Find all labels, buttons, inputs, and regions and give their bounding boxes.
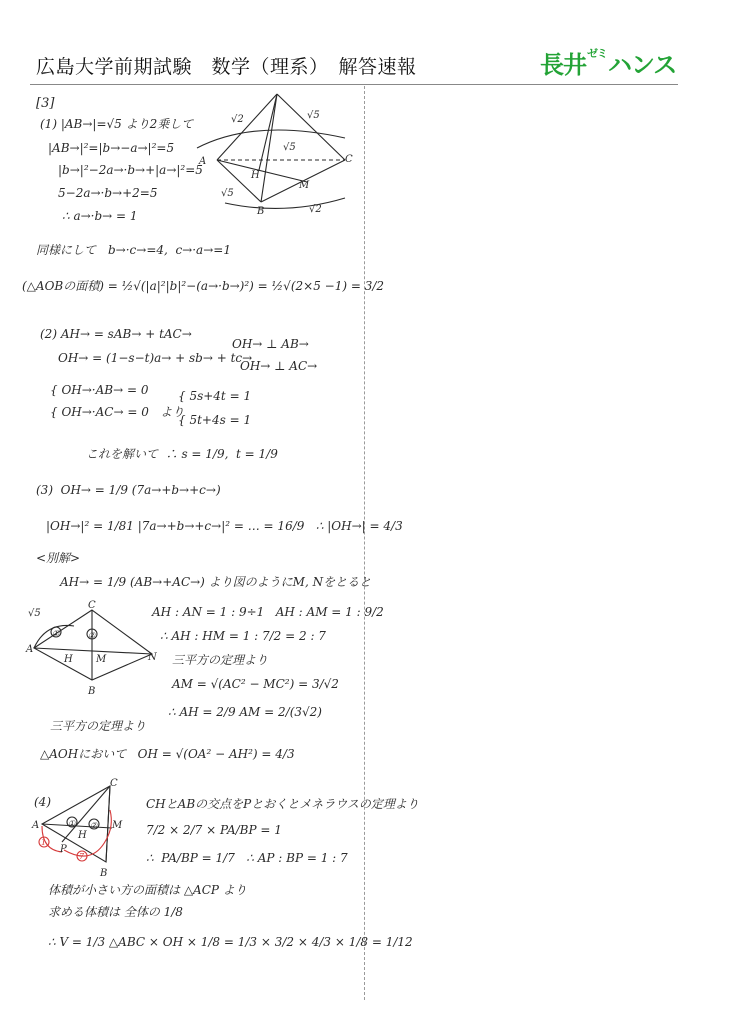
fig1-label-B: B — [257, 206, 265, 217]
fig3-label-P: P — [60, 844, 67, 855]
fig1-label-H: H — [251, 170, 260, 181]
fig3-label-M: M — [112, 820, 123, 831]
part3-line-3: <別解> — [36, 551, 81, 565]
part3-line-1: (3) OH→ = 1/9 (7a→+b→+c→) — [36, 483, 221, 497]
fig2-label-H: H — [64, 654, 73, 665]
part1-area: (△AOBの面積) = ½√(|a|²|b|²−(a→·b→)²) = ½√(2×5 −1) = 3/2 — [22, 279, 385, 293]
brand-logo — [540, 45, 676, 80]
figure-triangle-alt — [26, 600, 160, 697]
brand-logo-part2: ゼミ — [587, 47, 607, 60]
fig1-label-root5c: √5 — [221, 188, 234, 199]
fig1-label-root2a: √2 — [231, 114, 244, 125]
page-title: 広島大学前期試験 数学（理系） 解答速報 — [36, 56, 417, 78]
part4-line-4: 体積が小さい方の面積は △ACP より — [48, 883, 247, 897]
part4-line-5: 求める体積は 全体の 1/8 — [48, 905, 183, 919]
part2-line-7: これを解いて ∴ s = 1/9, t = 1/9 — [86, 447, 278, 461]
fig1-label-A: A — [199, 156, 207, 167]
part1-line-2: |AB→|²=|b→−a→|²=5 — [48, 141, 175, 155]
part3-right-3: 三平方の定理より — [172, 653, 269, 667]
part3-bottom-1: 三平方の定理より — [50, 719, 147, 733]
fig1-label-root5a: √5 — [307, 110, 320, 121]
fig3-label-A: A — [32, 820, 40, 831]
fig1-label-C: C — [345, 154, 353, 165]
fig2-label-C: C — [88, 600, 96, 611]
header-divider — [30, 84, 678, 85]
brand-logo-part1: 長井 — [540, 51, 586, 79]
fig2-label-M: M — [96, 654, 107, 665]
fig2-label-c1: ① — [52, 629, 60, 638]
part3-line-2: |OH→|² = 1/81 |7a→+b→+c→|² = … = 16/9 ∴ |OH→| = 4/3 — [46, 519, 403, 533]
problem-number: [3] — [36, 96, 55, 111]
figure-menelaus — [32, 780, 132, 880]
part1-similarly: 同様にして b→·c→=4, c→·a→=1 — [36, 243, 231, 257]
fig3-label-r1: 1 — [41, 838, 47, 847]
part3-right-2: ∴ AH : HM = 1 : 7/2 = 2 : 7 — [160, 629, 326, 643]
fig3-label-r7: 7 — [79, 852, 85, 861]
fig1-label-M: M — [299, 180, 310, 191]
part2-line-2: OH→ = (1−s−t)a→ + sb→ + tc→ — [58, 351, 253, 365]
fig3-label-H: H — [78, 830, 87, 841]
column-divider — [364, 86, 365, 1000]
fig1-label-root5b: √5 — [283, 142, 296, 153]
part2-perp-1: OH→ ⊥ AB→ — [232, 337, 309, 351]
fig3-label-C: C — [110, 778, 118, 789]
part2-line-6: { 5t+4s = 1 — [178, 413, 252, 427]
part1-line-1: (1) |AB→|=√5 より2乗して — [40, 117, 194, 131]
part3-right-5: ∴ AH = 2/9 AM = 2/(3√2) — [168, 705, 322, 719]
brand-logo-part3: ハンス — [608, 51, 677, 79]
fig1-label-root2b: √2 — [309, 204, 322, 215]
fig2-label-A: A — [26, 644, 34, 655]
part1-line-5: ∴ a→·b→ = 1 — [62, 209, 138, 223]
part3-bottom-2: △AOHにおいて OH = √(OA² − AH²) = 4/3 — [40, 747, 295, 761]
figure-tetrahedron — [195, 88, 355, 218]
part4-label: (4) — [34, 795, 51, 809]
fig3-label-B: B — [100, 868, 108, 879]
fig3-label-c2: ② — [90, 821, 98, 830]
part3-line-4: AH→ = 1/9 (AB→+AC→) より図のようにM, Nをとると — [60, 575, 372, 589]
part3-right-1: AH : AN = 1 : 9÷1 AH : AM = 1 : 9/2 — [152, 605, 384, 619]
fig2-label-root5: √5 — [28, 608, 41, 619]
part2-line-5: { 5s+4t = 1 — [178, 389, 252, 403]
fig2-label-N: N — [148, 652, 157, 663]
part4-line-6: ∴ V = 1/3 △ABC × OH × 1/8 = 1/3 × 3/2 × 4/3 × 1/8 = 1/12 — [48, 935, 413, 949]
part2-perp-2: OH→ ⊥ AC→ — [240, 359, 318, 373]
part1-line-4: 5−2a→·b→+2=5 — [58, 186, 158, 200]
part2-line-1: (2) AH→ = sAB→ + tAC→ — [40, 327, 192, 341]
fig2-label-B: B — [88, 686, 96, 697]
part1-line-3: |b→|²−2a→·b→+|a→|²=5 — [58, 163, 203, 177]
part4-line-2: 7/2 × 2/7 × PA/BP = 1 — [146, 823, 282, 837]
fig2-label-c2: ② — [88, 631, 96, 640]
part3-right-4: AM = √(AC² − MC²) = 3/√2 — [172, 677, 339, 691]
part2-line-3: { OH→·AB→ = 0 — [50, 383, 149, 397]
part2-line-4: { OH→·AC→ = 0 より — [50, 405, 185, 419]
part4-line-3: ∴ PA/BP = 1/7 ∴ AP : BP = 1 : 7 — [146, 851, 348, 865]
fig3-label-c1: ① — [68, 819, 76, 828]
part4-line-1: CHとABの交点をPとおくとメネラウスの定理より — [146, 797, 419, 811]
